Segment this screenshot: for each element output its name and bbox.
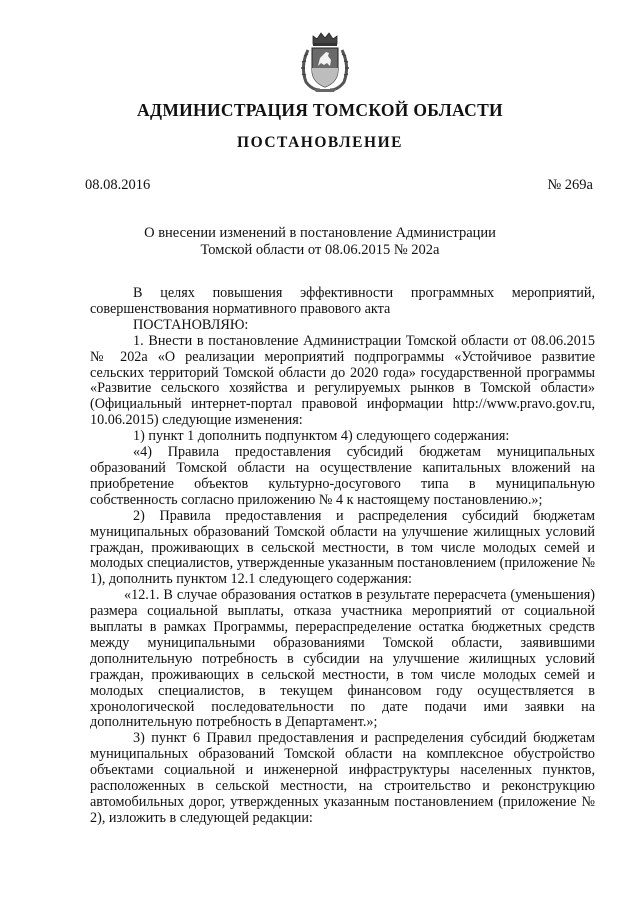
quoted-paragraph: «12.1. В случае образования остатков в результате перерасчета (уменьшения) размера социальной выплаты, отказа участника мероприятий от социальной выплаты в рамках Программы, перераспределение остатка бюджетных средств между муниципальными образованиями Томской области, заявившими дополнительную потребность в субсидии на улучшение жилищных условий граждан, проживающих в сельской местности, в том числе молодых семей и молодых специалистов, в текущем финансовом году осуществляется в хронологической последовательности по дате подачи ими заявки на дополнительную потребность в Департамент.»; — [90, 587, 595, 731]
tomsk-region-coat-of-arms-icon — [296, 30, 354, 94]
document-date: 08.08.2016 — [85, 177, 151, 193]
item-paragraph: 3) пункт 6 Правил предоставления и распределения субсидий бюджетам муниципальных образований Томской области на комплексное обустройство объектами социальной и инженерной инфраструктуры населенных пунктов, расположенных в сельской местности, на строительство и реконструкцию автомобильных дорог, утвержденных указанным постановлением (приложение № 2), изложить в следующей редакции: — [90, 730, 595, 826]
quoted-paragraph: «4) Правила предоставления субсидий бюджетам муниципальных образований Томской области на осуществление капитальных вложений на приобретение объектов культурно-досугового типа в муниципальную собственность согласно приложению № 4 к настоящему постановлению.»; — [90, 444, 595, 508]
document-number: № 269а — [547, 177, 593, 193]
preamble-paragraph: В целях повышения эффективности программных мероприятий, совершенствования нормативного правового акта — [90, 285, 595, 317]
item-paragraph: 2) Правила предоставления и распределения субсидий бюджетам муниципальных образований Томской области на улучшение жилищных условий граждан, проживающих в сельской местности, в том числе молодых семей и молодых специалистов, утвержденные указанным постановлением (приложение № 1), дополнить пунктом 12.1 следующего содержания: — [90, 507, 595, 588]
resolve-heading: ПОСТАНОВЛЯЮ: — [133, 316, 249, 333]
document-type-heading: ПОСТАНОВЛЕНИЕ — [237, 134, 403, 151]
subject-line: О внесении изменений в постановление Администрации — [144, 225, 496, 241]
document-body — [90, 286, 595, 827]
item-paragraph: 1) пункт 1 дополнить подпунктом 4) следующего содержания: — [133, 428, 510, 445]
subject-line: Томской области от 08.06.2015 № 202а — [200, 242, 440, 258]
item-paragraph: 1. Внести в постановление Администрации Томской области от 08.06.2015 № 202а «О реализации мероприятий подпрограммы «Устойчивое развитие сельских территорий Томской области до 2020 года» государственной программы «Развитие сельского хозяйства и регулируемых рынков в Томской области» (Официальный интернет-портал правовой информации http://www.pravo.gov.ru, 10.06.2015) следующие изменения: — [90, 332, 595, 429]
document-subject — [0, 225, 640, 259]
organization-title: АДМИНИСТРАЦИЯ ТОМСКОЙ ОБЛАСТИ — [137, 100, 503, 120]
